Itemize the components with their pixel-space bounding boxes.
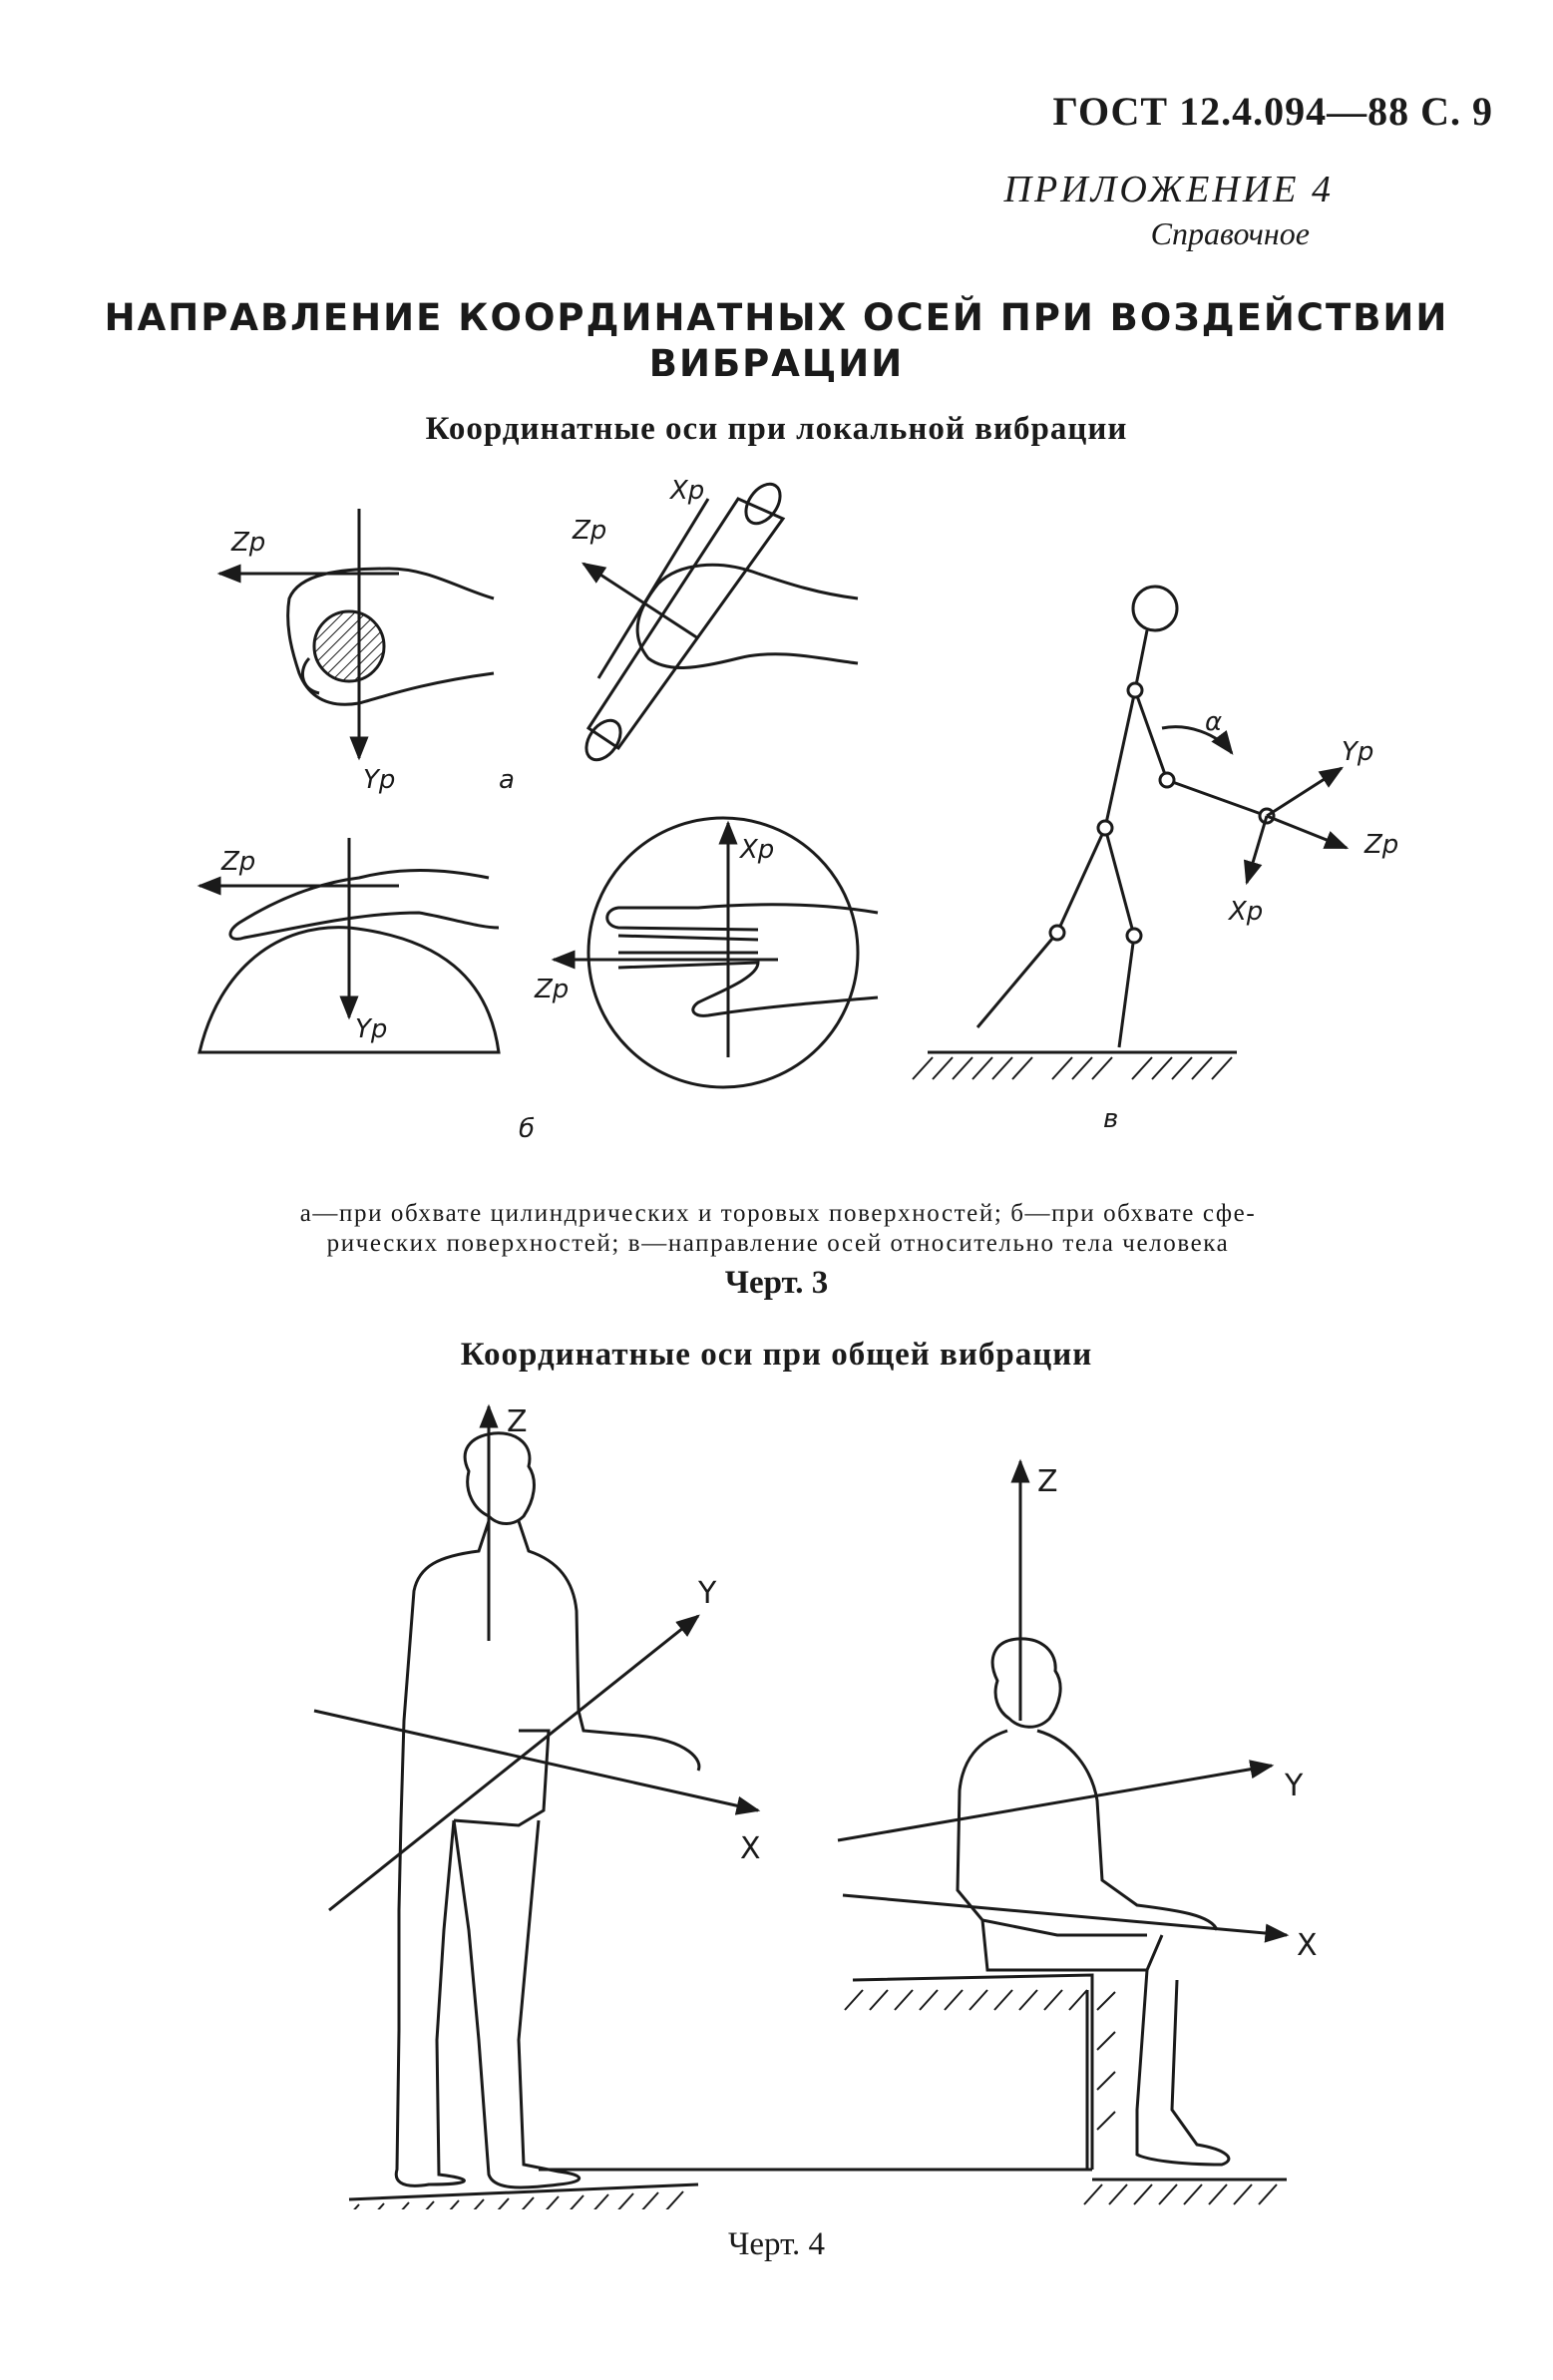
zp-label-b1: Zp: [221, 847, 256, 877]
main-title: [0, 295, 1553, 387]
main-title-line1: НАПРАВЛЕНИЕ КООРДИНАТНЫХ ОСЕЙ ПРИ ВОЗДЕЙСТВИИ: [104, 296, 1449, 339]
xp-axis-line-v: [1247, 816, 1267, 883]
x-axis-line-a2: [598, 499, 708, 678]
figure-3: [0, 459, 1553, 1177]
standing-person: [314, 1406, 758, 2209]
z-axis-line-a2: [583, 564, 698, 638]
y-axis-seated: [838, 1766, 1272, 1840]
hand-grip-cylinder-side: [580, 478, 858, 766]
y-axis-standing: [329, 1616, 698, 1910]
label-a: а: [499, 765, 515, 795]
zp-axis-line-v: [1267, 816, 1347, 848]
x-label-standing: X: [740, 1831, 761, 1866]
z-label-seated: Z: [1037, 1464, 1058, 1499]
yp-axis-line-v: [1267, 768, 1342, 816]
hand-on-sphere-top: [554, 818, 878, 1087]
zp-label-v: Zp: [1364, 830, 1399, 860]
alpha-label: α: [1205, 707, 1223, 737]
xp-label-b2: Xp: [740, 835, 775, 865]
appendix-title: ПРИЛОЖЕНИЕ 4: [1003, 169, 1334, 210]
y-label-seated: Y: [1285, 1769, 1304, 1803]
caption-line2: рических поверхностей; в—направление осей относительно тела человека: [326, 1230, 1230, 1257]
main-title-line2: ВИБРАЦИИ: [648, 342, 905, 385]
yp-label-a1: Yp: [363, 765, 396, 795]
label-v: в: [1103, 1104, 1119, 1134]
x-label-seated: X: [1297, 1928, 1318, 1963]
label-b: б: [519, 1114, 536, 1144]
stick-figure: [913, 587, 1347, 1079]
document-header: ГОСТ 12.4.094—88 С. 9: [1052, 89, 1493, 134]
seated-person: [539, 1461, 1287, 2204]
figure-3-caption: [194, 1199, 1361, 1259]
x-axis-seated: [843, 1895, 1287, 1935]
appendix-note: Справочное: [1150, 215, 1310, 251]
zp-label-a2: Zp: [573, 516, 607, 546]
section-local-title: Координатные оси при локальной вибрации: [425, 411, 1128, 447]
xp-label-a2: Xp: [670, 476, 705, 506]
caption-line1: а—при обхвате цилиндрических и торовых поверхностей; б—при обхвате сфе-: [299, 1200, 1257, 1227]
yp-label-v: Yp: [1342, 737, 1374, 767]
section-general-title: Координатные оси при общей вибрации: [460, 1337, 1093, 1373]
xp-label-v: Xp: [1229, 897, 1264, 927]
zp-label-b2: Zp: [535, 975, 570, 1004]
zp-label-a1: Zp: [231, 528, 266, 558]
figure-4: [0, 1391, 1553, 2209]
z-label-standing: Z: [507, 1404, 528, 1439]
figure-3-label: Черт. 3: [724, 1265, 829, 1301]
yp-label-b1: Yp: [355, 1014, 388, 1044]
x-axis-standing: [314, 1711, 758, 1810]
y-label-standing: Y: [698, 1576, 717, 1611]
figure-4-label: Черт. 4: [727, 2226, 826, 2262]
